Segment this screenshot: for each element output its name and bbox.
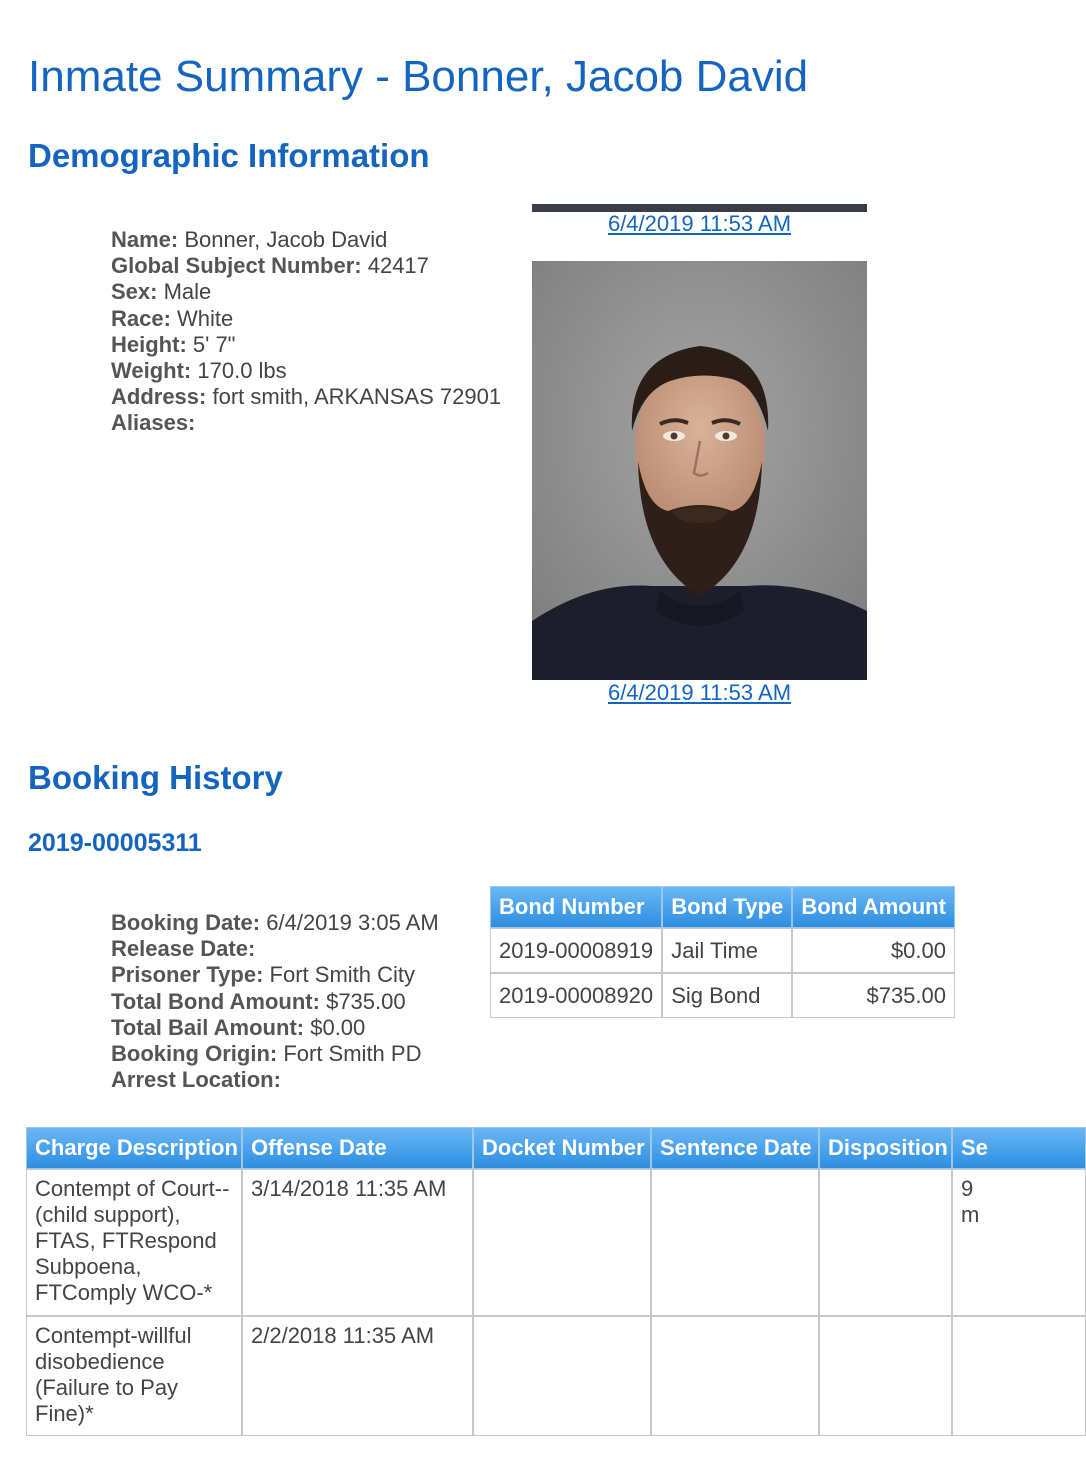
bond-type-cell: Sig Bond — [662, 973, 792, 1018]
sentence-date-header: Sentence Date — [651, 1127, 819, 1169]
field-race: Race: White — [111, 305, 234, 331]
offense-date-cell: 2/2/2018 11:35 AM — [242, 1316, 473, 1436]
bond-number-cell: 2019-00008920 — [490, 973, 662, 1018]
bond-number-cell: 2019-00008919 — [490, 928, 662, 973]
table-row — [26, 1316, 1086, 1436]
bond-amount-cell: $735.00 — [792, 973, 955, 1018]
booking-details — [111, 910, 439, 1093]
table-row — [490, 928, 955, 973]
photo-date-link-bottom[interactable]: 6/4/2019 11:53 AM — [607, 680, 792, 705]
charge-description-header: Charge Description — [26, 1127, 242, 1169]
field-weight: Weight: 170.0 lbs — [111, 358, 287, 384]
field-total-bond-amount: Total Bond Amount: $735.00 — [111, 988, 406, 1014]
offense-date-header: Offense Date — [242, 1127, 473, 1169]
photo-date-link-top[interactable]: 6/4/2019 11:53 AM — [607, 211, 792, 236]
sentence-header: Se — [952, 1127, 1086, 1169]
booking-number: 2019-00005311 — [28, 829, 202, 857]
table-row — [490, 973, 955, 1018]
field-booking-date: Booking Date: 6/4/2019 3:05 AM — [111, 910, 439, 935]
field-height: Height: 5' 7" — [111, 331, 236, 357]
field-arrest-location: Arrest Location: — [111, 1067, 281, 1093]
field-prisoner-type: Prisoner Type: Fort Smith City — [111, 962, 416, 988]
field-booking-origin: Booking Origin: Fort Smith PD — [111, 1041, 422, 1067]
sentence-date-cell — [651, 1169, 819, 1316]
field-global-subject-number: Global Subject Number: 42417 — [111, 253, 429, 279]
disposition-cell — [819, 1169, 952, 1316]
bond-amount-header: Bond Amount — [792, 886, 955, 928]
bond-table — [490, 886, 955, 1018]
page-title: Inmate Summary - Bonner, Jacob David — [28, 52, 809, 101]
offense-date-cell: 3/14/2018 11:35 AM — [242, 1169, 473, 1316]
charge-table-header-row — [26, 1127, 1086, 1169]
demographic-heading: Demographic Information — [28, 137, 430, 174]
charge-description-cell: Contempt-willful disobedience (Failure to Pay Fine)* — [26, 1316, 242, 1436]
docket-number-cell — [473, 1316, 651, 1436]
mugshot-photo[interactable] — [532, 261, 867, 680]
sentence-date-cell — [651, 1316, 819, 1436]
bond-amount-cell: $0.00 — [792, 928, 955, 973]
booking-history-heading: Booking History — [28, 759, 283, 796]
sentence-cell: 9 m — [952, 1169, 1086, 1316]
field-release-date: Release Date: — [111, 936, 256, 962]
field-address: Address: fort smith, ARKANSAS 72901 — [111, 384, 502, 410]
field-aliases: Aliases: — [111, 410, 196, 436]
field-sex: Sex: Male — [111, 279, 212, 305]
bond-type-header: Bond Type — [662, 886, 792, 928]
bond-number-header: Bond Number — [490, 886, 662, 928]
docket-number-header: Docket Number — [473, 1127, 651, 1169]
bond-type-cell: Jail Time — [662, 928, 792, 973]
sentence-cell — [952, 1316, 1086, 1436]
field-total-bail-amount: Total Bail Amount: $0.00 — [111, 1014, 366, 1040]
field-name: Name: Bonner, Jacob David — [111, 227, 388, 252]
charge-description-cell: Contempt of Court--(child support), FTAS, FTRespond Subpoena, FTComply WCO-* — [26, 1169, 242, 1316]
table-row — [26, 1169, 1086, 1316]
docket-number-cell — [473, 1169, 651, 1316]
disposition-cell — [819, 1316, 952, 1436]
charge-table — [26, 1127, 1086, 1436]
charge-table-container[interactable] — [26, 1127, 988, 1447]
bond-table-header-row — [490, 886, 955, 928]
disposition-header: Disposition — [819, 1127, 952, 1169]
demographic-details — [111, 227, 501, 437]
